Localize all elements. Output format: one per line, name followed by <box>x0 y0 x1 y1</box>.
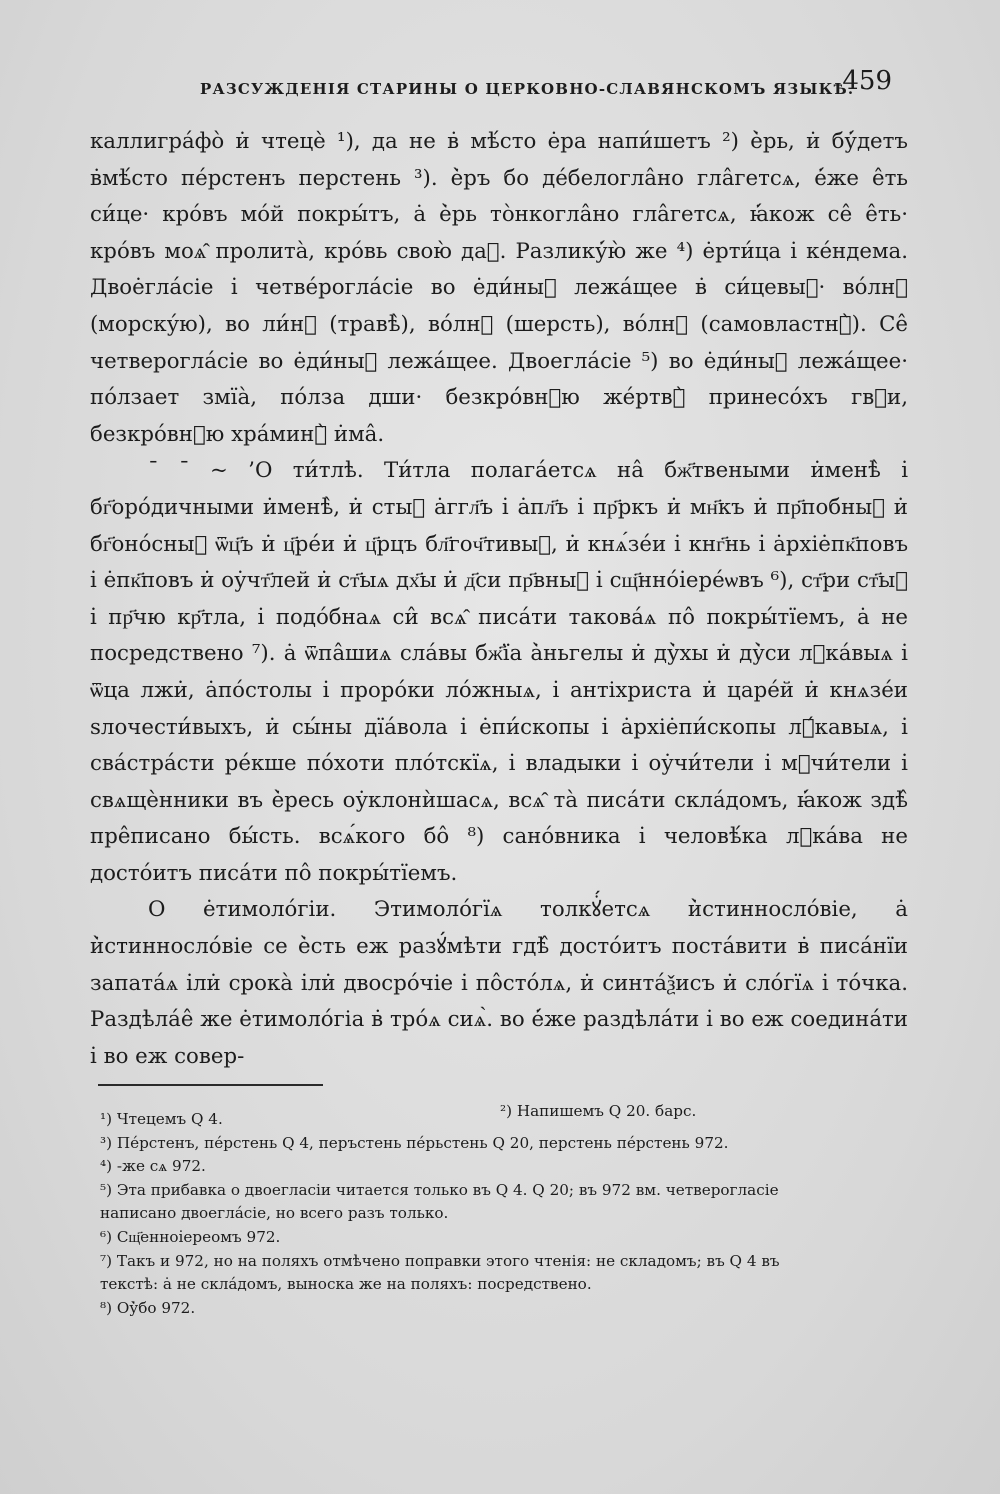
page-header <box>200 66 900 106</box>
footnote-6: ⁶) Сщ҃енноі̇ереомъ 972. <box>100 1227 281 1246</box>
footnote-7-line-2: текстѣ: а̇ не скла́домъ, выноска же на поляхъ: посредствено. <box>100 1275 592 1294</box>
footnote-2: ²) Напишемъ Q 20. барс. <box>500 1102 697 1120</box>
paragraph-etymology: О е̇тимоло́гіи. Этимоло́гїѧ толкꙋ̇́етсѧ и̇̀стинносло́віе, а̇ и̇̀стинносло́віе се е̇̀сть еж разꙋ́мѣти гдѣ̂ досто́итъ поста́вити в̇ писа́нїи запата́ѧ і̇ли̇ срока̀ і̇ли̇ двосро́чіе і̇ по̂сто́лѧ, и̇ синта́ѯисъ и̇ сло́гїѧ і̇ то́чка. Раздѣла́е̂ же е̇тимоло́гіа в̇ тро́ѧ сиѧ̀. во е̇́же раздѣла́ти і̇ во еж соедина́ти і̇ во еж совер- <box>90 897 908 1069</box>
paragraph-titla: ¯ ¯ ~ ’О ти́тлѣ. Ти́тла полага́етсѧ на̂ бж҃твеными и̇менѣ̀ і̇ бг҃оро́дичными и̇менѣ̀, и̇ стыⷯ а̇ггл҃ъ і̇ а̇пл҃ъ і̇ пр҃ркъ и̇ мн҃къ и̇ пр҃побныⷯ и̇ бг҃оно́сныⷯ ѿц҃ъ и̇ ц҃ре́и и̇ ц҃рцъ бл҃гоч҃тивыⷯ, и̇ кнѧ́зе́и і̇ кнг҃нь і̇ а̇рхіе̇пк҃повъ і̇ е̇пк҃повъ и̇ оу̇чт҃лей и̇ ст҃ыѧ дх҃ы и̇ д҃си пр҃вныⷯ і̇ сщ҃нно́і̇ере́ѡвъ ⁶), ст҃ри ст҃ыⷯ і̇ пр҃чю кр҃тла, і̇ подо́бнаѧ си̂ всѧ̂ писа́ти такова́ѧ по̂ покры́тїемъ, а̇ не посредствено ⁷). а̇ ѿпа̂шиѧ сла́вы бж҃їа а̇̀ньгелы и̇ ду̇̀хы и̇ ду̇̀си лꙋка́выѧ і̇ ѿца лжи̇, а̇по́столы і̇ проро́ки ло́жныѧ, і̇ антіхриста и̇ царе́й и̇ кнѧзе́и ѕлочести́выхъ, и̇ сы́ны дїа́вола і̇ е̇пи́скопы і̇ а̇рхіе̇пи́скопы лꙋ́кавыѧ, і̇ сва́стра́сти ре́кше по́хоти пло́тскїѧ, і̇ владыки і̇ оу̇чи́тели і̇ мꙋчи́тели і̇ свѧщѐнники въ е̇̀ресь оу̇клонѝшасѧ, всѧ̂ та̀ писа́ти скла́домъ, ꙗ̇́кож здѣ̂ пре̂писано бы́сть. всѧ́кого бо̂ ⁸) сано́вника і̇ человѣ́ка лꙋка́ва не досто́итъ писа́ти по̂ покры́тїемъ. <box>90 458 908 886</box>
paragraph-continuation: каллигра́фо̀ и̇ чтецѐ ¹), да не в̇ мѣ́сто е̇ра напи́шетъ ²) е̇̀рь, и̇ бу̇́детъ в̇мѣ́сто пе́рстенъ перстень ³). е̇̀ръ бо де́белогла̂но гла̂гетсѧ, е̇́же е̂ть си́це· кро́въ мо́й покры́тъ, а̇ е̇̀рь то̀нкогла̂но гла̂гетсѧ, ꙗ̇́кож се̂ е̂ть· кро́въ моѧ̂ пролита̀, кро́вь свою̀ даⷯ. Разлику̇́ю̀ же ⁴) е̇рти́ца і̇ ке́ндема. Двое̇гла́сіе і̇ четве́рогла́сіе во е̇ди́ныⷯ лежа́щее в̇ си́цевыⷯ· во́лнꙋ (морску́ю), во ли́нꙋ (травѣ̀), во́лнꙋ (шерсть), во́лнꙋ (самовластнꙋ̀). Се̂ четверогла́сіе во е̇ди́ныⷯ лежа́щее. Двоегла́сіе ⁵) во е̇ди́ныⷯ лежа́щее· по́лзает змїа̀, по́лза дши· безкро́внꙋю же́ртвꙋ̀ принесо́хъ гвⷭи, безкро́внꙋю хра́минꙋ̀ и̇ма̂. <box>90 129 908 447</box>
footnote-4: ⁴) -же сѧ 972. <box>100 1157 206 1176</box>
footnote-separator <box>98 1084 323 1086</box>
page-number: 459 <box>842 66 892 96</box>
footnote-8: ⁸) Оу̇̀бо 972. <box>100 1298 196 1317</box>
running-title: РАЗСУЖДЕНІЯ СТАРИНЫ О ЦЕРКОВНО-СЛАВЯНСКОМЪ ЯЗЫКѢ. <box>200 80 855 98</box>
footnote-1: ¹) Чтецемъ Q 4. <box>100 1110 223 1128</box>
footnote-3: ³) Пе́рстенъ, пе́рстень Q 4, перъстень пе́рьстень Q 20, перстень пе́рстень 972. <box>100 1133 729 1152</box>
footnote-5-line-1: ⁵) Эта прибавка о двоегласіи читается только въ Q 4. Q 20; въ 972 вм. четверогласіе <box>100 1180 779 1199</box>
footnote-5-line-2: написано двоегла́сіе, но всего разъ только. <box>100 1204 449 1223</box>
main-text <box>90 124 908 1075</box>
footnote-7-line-1: ⁷) Такъ и 972, но на поляхъ отмѣчено поправки этого чтенія: не складомъ; въ Q 4 въ <box>100 1251 780 1270</box>
footnote-row-1-2 <box>100 1102 908 1132</box>
footnotes <box>100 1102 908 1320</box>
